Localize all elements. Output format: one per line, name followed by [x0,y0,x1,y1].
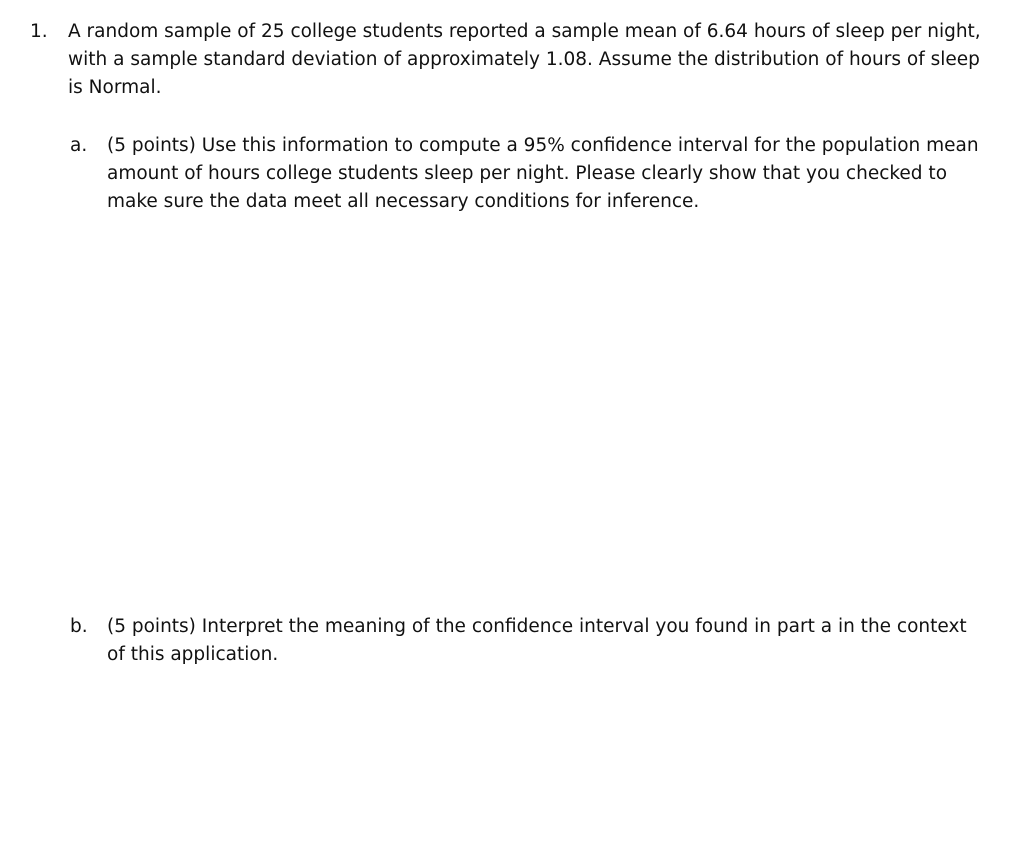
part-b-letter: b. [70,616,88,637]
part-a-letter: a. [70,135,88,156]
part-a-text: (5 points) Use this information to compute a 95% confidence interval for the population mean amount of hours college students sleep per night. Please clearly show that you checked to make sure the data meet all necessary conditions for inference. [107,135,979,212]
part-b-answer-space [107,675,987,835]
part-a [70,132,990,216]
part-b-text: (5 points) Interpret the meaning of the confidence interval you found in part a in the context of this application. [107,616,967,665]
part-a-answer-space [107,222,987,602]
question-number: 1. [30,21,48,42]
question-text: A random sample of 25 college students reported a sample mean of 6.64 hours of sleep per night, with a sample standard deviation of approximately 1.08. Assume the distribution of hours of sleep is Normal. [68,21,981,98]
part-b [70,613,990,669]
question-1 [30,18,990,102]
question-1-row [30,18,990,102]
